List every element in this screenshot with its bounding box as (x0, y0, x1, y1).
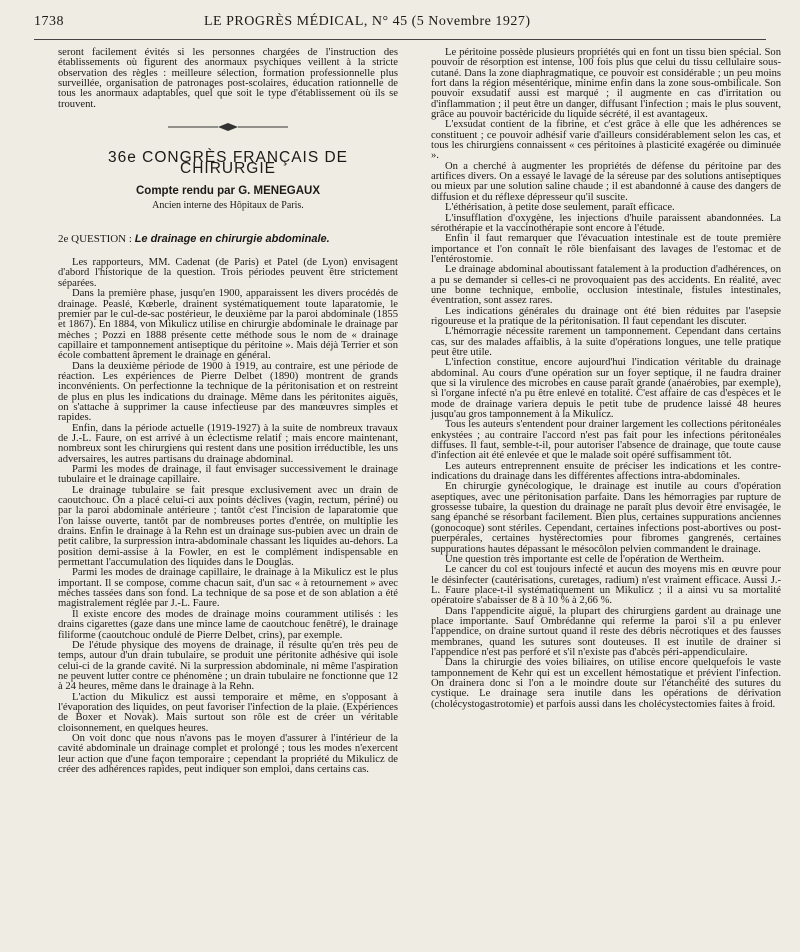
left-body (58, 258, 398, 775)
body-paragraph: L'exsudat contient de la fibrine, et c'est grâce à elle que les adhérences se constituent ; ce pouvoir adhésif varie d'ailleurs considérablement selon les cas, et tous les chirurgiens connaissent « ces péritoines à plasticité exagérée ou diminuée ». (431, 119, 781, 162)
body-paragraph: L'infection constitue, encore aujourd'hui l'indication véritable du drainage abdominal. Au cours d'une opération sur un foyer septique, il ne faudra drainer que si la virulence des microbes en cause paraît grande (anaérobies, par exemple), si l'organe infecté n'a pu être enlevé en totalité. C'est affaire de cas d'espèces et le mode de drainage variera depuis le petit tube de prudence laissé 48 heures jusqu'au gros tamponnement à la Mikulicz. (431, 357, 781, 421)
running-title: LE PROGRÈS MÉDICAL, N° 45 (5 Novembre 1927) (204, 14, 531, 29)
body-paragraph: Les indications générales du drainage ont été bien réduites par l'asepsie rigoureuse et la pratique de la péritonisation. Il faut cependant les discuter. (431, 305, 781, 327)
body-paragraph: L'hémorragie nécessite rarement un tamponnement. Cependant dans certains cas, sur des malades affaiblis, à la suite d'opérations longues, une telle pratique peut être utile. (431, 326, 781, 358)
question-heading (58, 234, 398, 244)
congress-title: 36e CONGRÈS FRANÇAIS DE CHIRURGIE (107, 149, 349, 177)
body-paragraph: L'action du Mikulicz est aussi temporaire et même, en s'opposant à l'évaporation des liquides, on peut favoriser l'infection de la plaie. (Expériences de Boxer et Novak). Mais surtout son rôle est de créer un véritable cloisonnement, en quelques heures. (58, 691, 398, 734)
body-paragraph: On voit donc que nous n'avons pas le moyen d'assurer à l'intérieur de la cavité abdominale un drainage complet et prolongé ; tous les modes n'exercent leur action que d'une façon temporaire ; cependant la propriété du Mikulicz de créer des adhérences rapides, peut indiquer son emploi, dans certains cas. (58, 732, 398, 775)
question-title: Le drainage en chirurgie abdominale. (134, 232, 330, 245)
body-paragraph: Le drainage abdominal aboutissant fatalement à la production d'adhérences, on a pu se demander si celles-ci ne provoquaient pas des accidents. En réalité, avec une bonne technique, embolie, occlusion intestinale, fistules intestinales, éventration, sont assez rares. (431, 264, 781, 307)
body-paragraph: Dans la première phase, jusqu'en 1900, apparaissent les divers procédés de drainage. Peaslé, Kœberle, drainent systématiquement toute laparatomie, le premier par le cul-de-sac postérieur, le deuxième par la paroi abdominale (1855 et 1867). En 1884, von Mikulicz utilise en chirurgie abdominale le drainage par mèches ; Pozzi en 1888 présente cette méthode sous le nom de « drainage capillaire et tamponnement antiseptique du péritoine ». Mais déjà Terrier et son école combattent âprement le drainage en général. (58, 288, 398, 362)
body-paragraph: En chirurgie gynécologique, le drainage est inutile au cours d'opération aseptiques, avec une péritonisation parfaite. Dans les hémorragies par rupture de grossesse tubaire, la question du drainage ne paraît plus devoir être envisagée, le sang épanché se résorbant facilement. Bien plus, certaines suppurations anciennes (gonocoque) sont stériles. Cependant, certaines infections post-abortives ou post-puerpérales, certaines hystérectomies pour fibromes gangrenés, certaines suppurations hautes dépassant le mésocôlon pelvien commandent le drainage. (431, 481, 781, 555)
body-paragraph: Tous les auteurs s'entendent pour drainer largement les collections péritonéales enkystées ; au contraire l'accord n'est pas fait pour les infections péritonéales diffuses. Il faut, semble-t-il, pour autoriser l'absence de drainage, que toute cause d'infection ait été enlevée et que le malade soit opéré suffisamment tôt. (431, 419, 781, 462)
page-header (34, 14, 766, 36)
body-paragraph: Les auteurs entreprennent ensuite de préciser les indications et les contre-indications du drainage dans les différentes affections intra-abdominales. (431, 460, 781, 483)
body-paragraph: L'insufflation d'oxygène, les injections d'huile paraissent abandonnées. La sérothérapie et la vaccinothérapie sont encore à l'étude. (431, 212, 781, 234)
right-body (431, 48, 781, 710)
body-paragraph: Enfin, dans la période actuelle (1919-1927) à la suite de nombreux travaux de J.-L. Faure, on est arrivé à un éclectisme relatif ; mais encore maintenant, nombreux sont les chirurgiens qui restent dans une position irréductible, les uns adversaires, les autres partisans du drainage abdominal. (58, 422, 398, 465)
header-rule (34, 39, 766, 40)
body-paragraph: Les rapporteurs, MM. Cadenat (de Paris) et Patel (de Lyon) envisagent d'abord l'historique de la question. Trois périodes peuvent être strictement séparées. (58, 257, 398, 289)
right-column (431, 48, 781, 710)
report-line-text: Compte rendu par G. MENEGAUX (135, 185, 321, 198)
question-label: 2e QUESTION : (58, 232, 132, 245)
body-paragraph: Parmi les modes de drainage capillaire, le drainage à la Mikulicz est le plus important. Il se compose, comme chacun sait, d'un sac « à retournement » avec mèches tassées dans son fond. La technique de sa pose et de son ablation a été magistralement réglée par J.-L. Faure. (58, 567, 398, 610)
body-paragraph: On a cherché à augmenter les propriétés de défense du péritoine par des artifices divers. On a essayé le lavage de la séreuse par des solutions antiseptiques ou mieux par une solution saline chaude ; il est abandonné à cause des dangers de diffusion et du réflexe dépresseur qu'il suscite. (431, 160, 781, 203)
body-paragraph: Le cancer du col est toujours infecté et aucun des moyens mis en œuvre pour le désinfecter (cautérisations, curetages, radium) n'est vraiment efficace. Aussi J.-L. Faure place-t-il systématiquement un Mikulicz ; il a ainsi vu sa mortalité opératoire s'abaisser de 8 à 10 % à 2,66 %. (431, 564, 781, 607)
body-paragraph: Dans la chirurgie des voies biliaires, on utilise encore quelquefois le vaste tamponnement de Kehr qui est un excellent hémostatique et prévient l'infection. On drainera donc si l'on a le moindre doute sur l'étanchéité des sutures du cystique. Le drainage sera inutile dans les opérations de dérivation (cholécystogastrotomie) et parfois aussi dans les cholécystectomies faites à froid. (431, 657, 781, 710)
body-paragraph: Dans l'appendicite aiguë, la plupart des chirurgiens gardent au drainage une place importante. Sauf Ombrédanne qui referme la paroi s'il a pu enlever l'appendice, on draine surtout quand il reste des débris nécrotiques et des fausses membranes, quand les sutures sont douteuses. Il est inutile de drainer si l'appendice n'est pas perforé et s'il n'existe pas d'abcès péri-appendiculaire. (431, 605, 781, 658)
report-author-line (58, 186, 398, 196)
body-paragraph: Enfin il faut remarquer que l'évacuation intestinale est de toute première importance et l'on connaît le rôle bienfaisant des lavages de l'estomac et de l'entérostomie. (431, 233, 781, 265)
author-affiliation: Ancien interne des Hôpitaux de Paris. (152, 200, 304, 212)
body-paragraph: L'éthérisation, à petite dose seulement, paraît efficace. (445, 202, 675, 214)
body-paragraph: Dans la deuxième période de 1900 à 1919, au contraire, est une période de réaction. Les expériences de Pierre Delbet (1890) montrent de grands inconvénients. On perfectionne la technique de la péritonisation et on restreint de plus en plus les indications du drainage. Même dans les péritonites aiguës, on s'attache à supprimer la cause infectieuse par des manœuvres simples et rapides. (58, 360, 398, 424)
body-paragraph: Parmi les modes de drainage, il faut envisager successivement le drainage tubulaire et le drainage capillaire. (58, 464, 398, 486)
page-number: 1738 (34, 14, 64, 29)
ornament-divider-icon (58, 122, 398, 133)
body-paragraph: De l'étude physique des moyens de drainage, il résulte qu'en très peu de temps, autour d'un drain tubulaire, se produit une péritonite adhésive qui isole celui-ci de la grande cavité. Ni la surpression abdominale, ni même l'aspiration ne peuvent lutter contre ce phénomène ; un drain tubulaire ne fonctionne que 12 à 24 heures, même dans le drainage à la Rehn. (58, 639, 398, 693)
body-paragraph: Le drainage tubulaire se fait presque exclusivement avec un drain de caoutchouc. On a placé celui-ci aux points déclives (vagin, rectum, périné) ou par la paroi abdominale antérieure ; tantôt c'est l'incision de laparatomie que l'on laisse ouverte, tantôt par de nombreuses portes d'entrée, on multiplie les drains. Enfin le drainage à la Rehn est un drainage sus-pubien avec un drain de petit calibre, la surpression intra-abdominale chassant les liquides au-dehors. La position demi-assise à la Fowler, en est le complément indispensable en permettant l'accumulation des liquides dans le Douglas. (58, 484, 398, 569)
body-paragraph: Le péritoine possède plusieurs propriétés qui en font un tissu bien spécial. Son pouvoir de résorption est intense, 100 fois plus que celui du tissu cellulaire sous-cutané. Dans la zone diaphragmatique, ce pouvoir est considérable ; un peu moins fort dans la région mésentérique, minime enfin dans la zone sous-ombilicale. Son pouvoir exsudatif aussi est marqué ; il augmente en cas d'irritation ou d'inflammation ; il peut être un danger, diffusant l'infection ; mais le plus souvent, grâce au pouvoir bactéricide du liquide sécrété, il est avantageux. (431, 47, 781, 121)
body-paragraph: Une question très importante est celle de l'opération de Wertheim. (445, 553, 725, 565)
body-paragraph: Il existe encore des modes de drainage moins couramment utilisés : les drains cigarettes (gaze dans une mince lame de caoutchouc fenêtré), le drainage filiforme (caoutchouc ondulé de Pierre Delbet, crins), par exemple. (58, 608, 398, 641)
intro-paragraph: seront facilement évités si les personnes chargées de l'instruction des établissements où figurent des anormaux psychiques veillent à la stricte observation des règles : meilleure sélection, formation professionnelle plus surveillée, organisation de patronages post-scolaires, éducation rationnelle de tous les anormaux adaptables, quel que soit le type d'établissement où ils se trouvent. (58, 47, 398, 110)
left-column (58, 48, 398, 775)
